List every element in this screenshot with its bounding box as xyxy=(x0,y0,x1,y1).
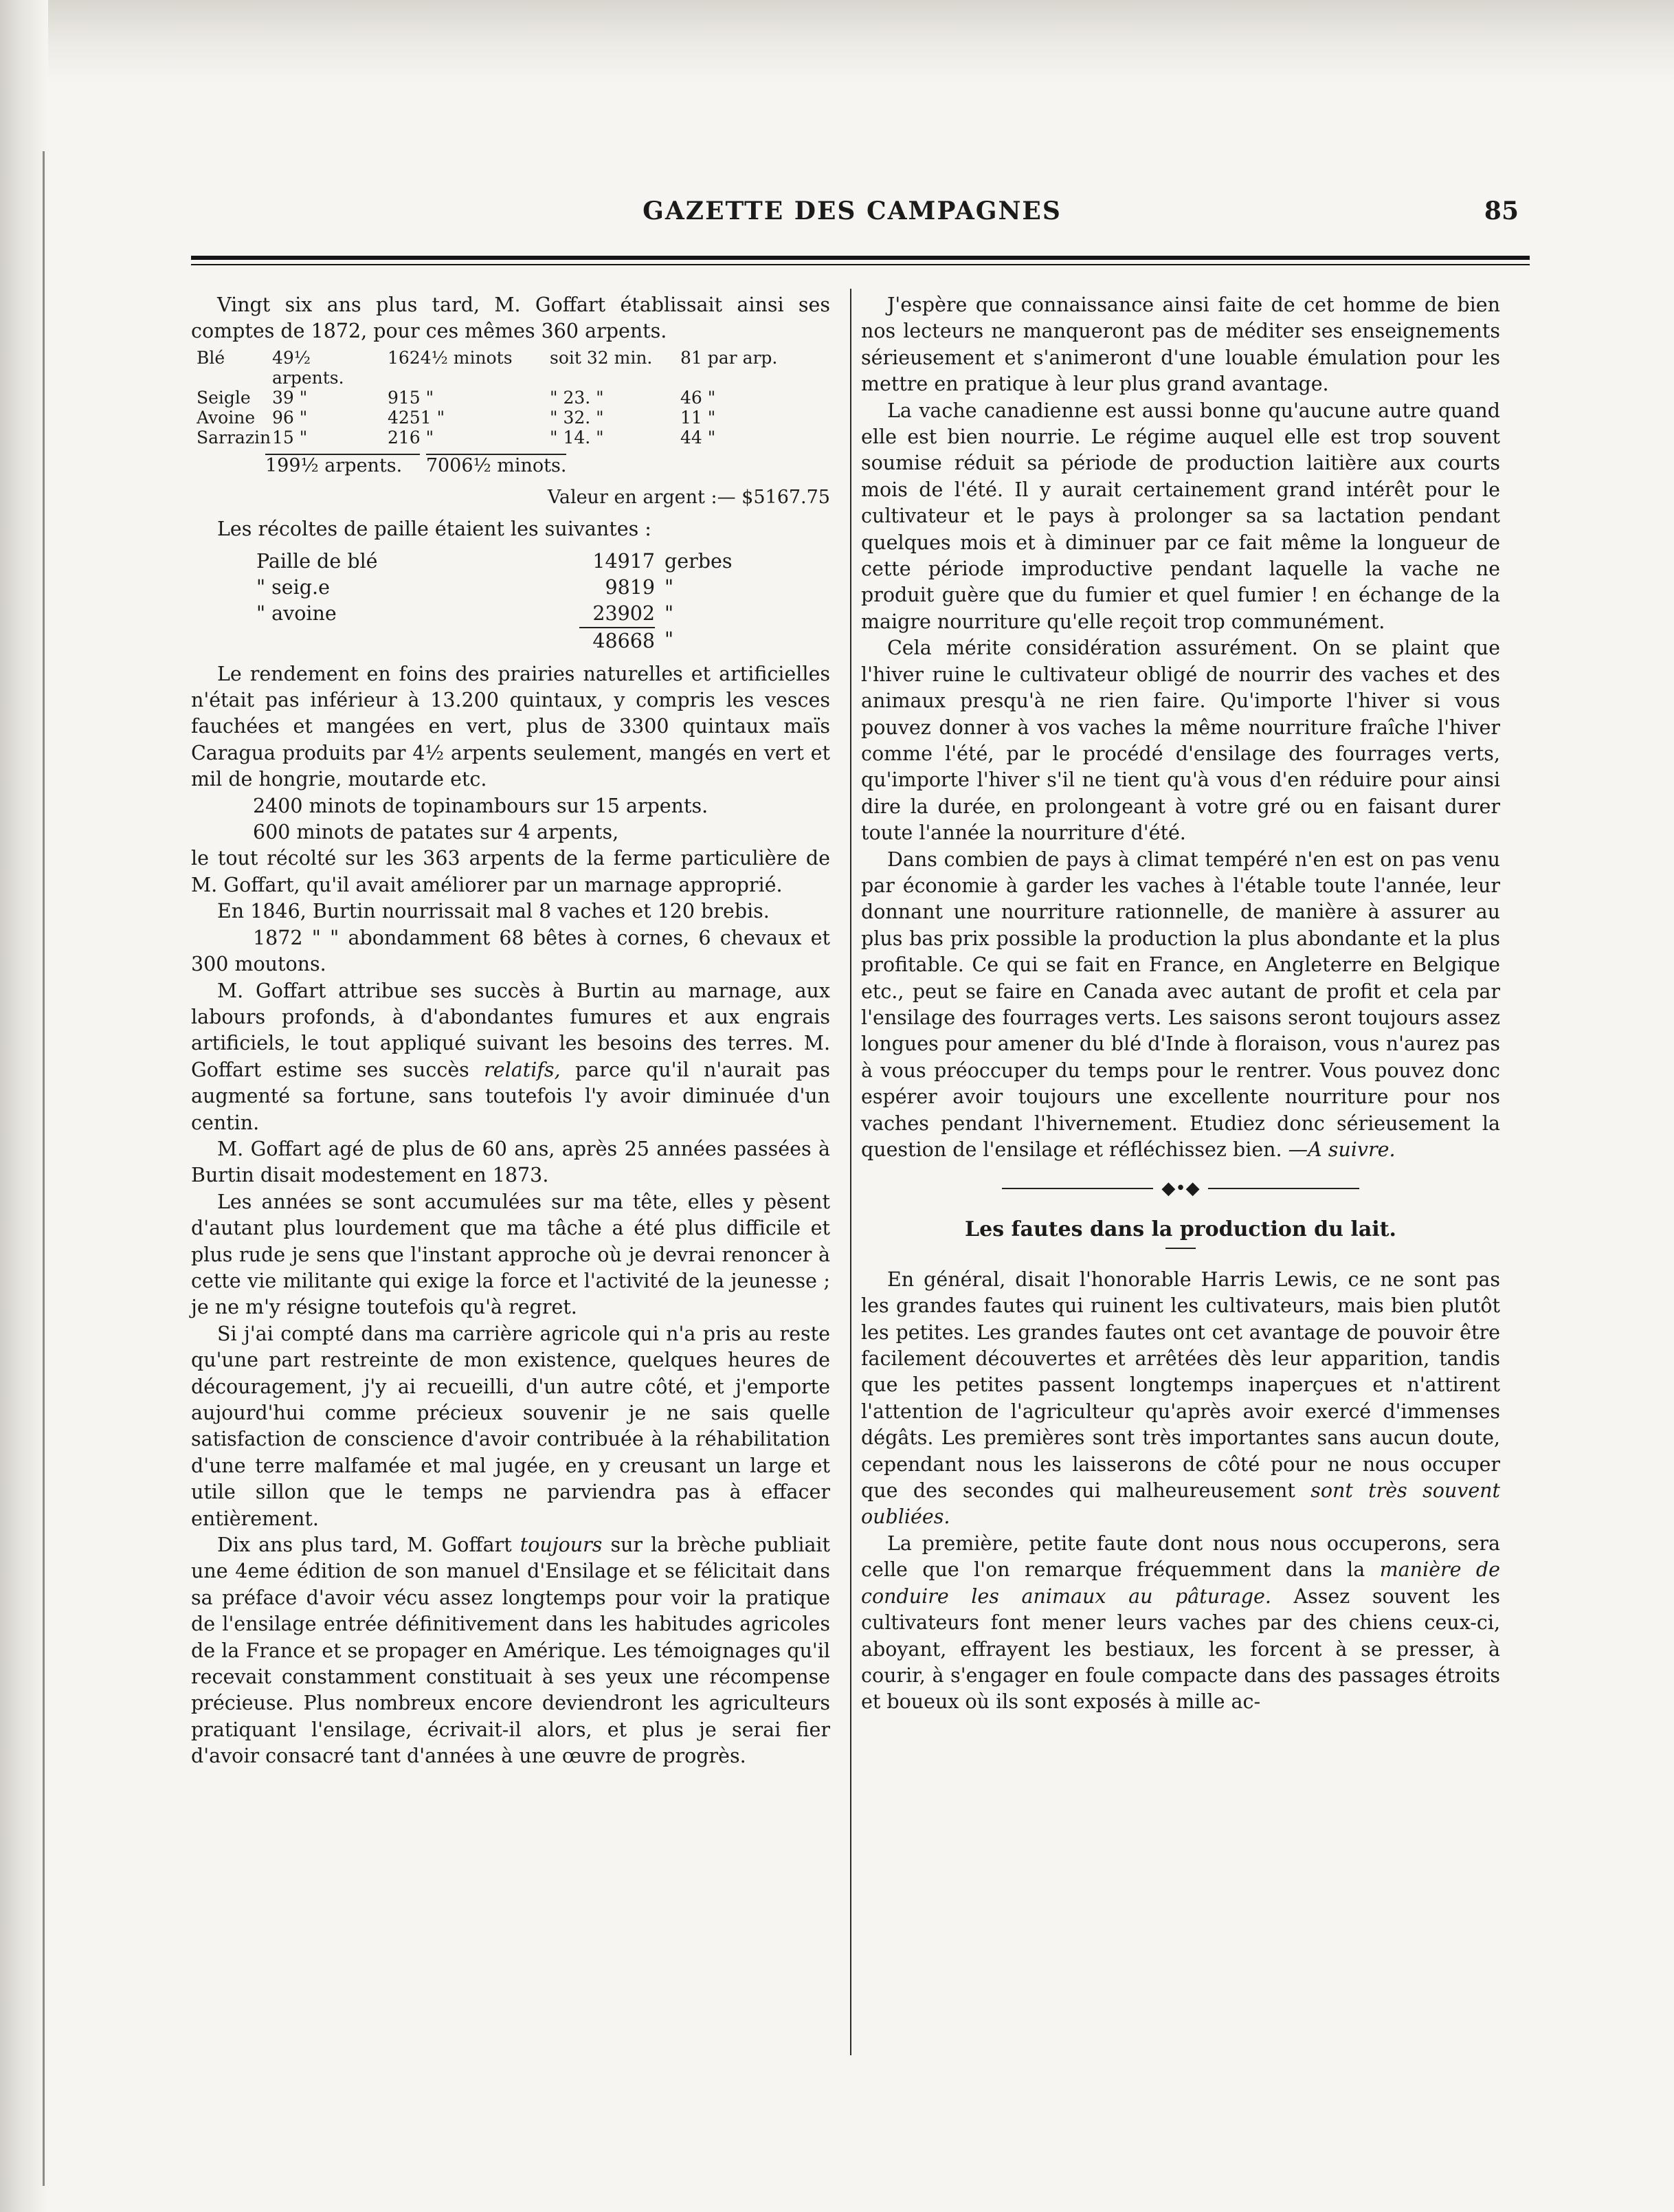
harvest-soit: " 23. " xyxy=(550,387,604,408)
text-run: Dix ans plus tard, M. Goffart xyxy=(217,1534,520,1557)
paragraph-age: M. Goffart agé de plus de 60 ans, après 25 années passées à Burtin disait modestement en 1873. xyxy=(191,1137,830,1187)
straw-table xyxy=(256,549,830,654)
paragraph-espere: J'espère que connaissance ainsi faite de cet homme de bien nos lecteurs ne manqueront pas de méditer ses enseignements sérieusement et s'animeront d'une louable émulation pour les mettre en pratique à leur plus grand avantage. xyxy=(861,294,1500,396)
harvest-crop: Sarrazin xyxy=(197,427,271,447)
column-divider xyxy=(850,289,851,2055)
harvest-crop: Avoine xyxy=(197,407,256,428)
harvest-crop: Seigle xyxy=(197,387,251,408)
straw-label: " seig.e xyxy=(256,575,330,599)
italic-run: manière de conduire les animaux au pâturage. xyxy=(861,1558,1500,1608)
paragraph-cela: Cela mérite considération assurément. On se plaint que l'hiver ruine le cultivateur obligé de nourrir des vaches et des animaux presqu'à ne rien faire. Qu'importe l'hiver si vous pouvez donner à vos vaches la même nourriture fraîche l'hiver comme l'été, par le procédé d'ensilage des fourrages verts, qu'importe l'hiver s'il ne tient qu'à vous d'en réduire pour ainsi dire la durée, en prolongeant à votre gré ou en faisant durer toute l'année la nourriture d'été. xyxy=(861,637,1500,845)
a-suivre: —A suivre. xyxy=(1288,1138,1396,1161)
harvest-soit: soit 32 min. xyxy=(550,347,653,368)
harvest-crop: Blé xyxy=(197,347,225,368)
left-column xyxy=(191,292,830,1770)
section-title: Les fautes dans la production du lait. xyxy=(965,1217,1396,1242)
running-head xyxy=(186,197,1519,231)
binding-margin-line xyxy=(43,151,45,2186)
page-number: 85 xyxy=(1484,197,1519,225)
harvest-minots: 915 " xyxy=(388,387,434,408)
ornament-icon: ◆•◆ xyxy=(1161,1178,1200,1199)
harvest-area: 15 " xyxy=(272,427,308,447)
harvest-soit: " 32. " xyxy=(550,407,604,428)
paragraph-vache: La vache canadienne est aussi bonne qu'aucune autre quand elle est bien nourrie. Le régime auquel elle est trop souvent soumise réduit sa période de production laitière aux courts mois de l'été. Il y aurait certainement grand intérêt pour le cultivateur et le pays à prolonger sa sa lactation pendant quelques mois et à diminuer par ce fait même la longueur de cette période improductive pendant laquelle la vache ne produit guère que du fumier et quel fumier ! en échange de la maigre nourriture qu'elle reçoit trop communément. xyxy=(861,399,1500,633)
straw-total: 48668 xyxy=(579,627,655,654)
straw-value: 23902 xyxy=(592,601,655,625)
journal-title: GAZETTE DES CAMPAGNES xyxy=(643,197,1062,225)
harvest-area: 49½ arpents. xyxy=(272,347,344,388)
paragraph-annees: Les années se sont accumulées sur ma tête, elles y pèsent d'autant plus lourdement que ma tâche a été plus difficile et plus rude je sens que l'instant approche où je devrai renoncer à cette vie militante qui exige la force et l'activité de la jeunesse ; je ne m'y résigne toutefois qu'à regret. xyxy=(191,1190,830,1319)
text-run: La première, petite faute dont nous nous occuperons, sera celle que l'on remarque fréquemment dans la xyxy=(861,1531,1500,1582)
harvest-area: 96 " xyxy=(272,407,308,428)
harvest-par: 44 " xyxy=(680,427,716,447)
page-edge-shadow-left xyxy=(0,0,48,2212)
straw-unit: " xyxy=(665,575,674,599)
title-rule xyxy=(1165,1248,1196,1249)
straw-value: 9819 xyxy=(605,575,655,599)
text-run: En général, disait l'honorable Harris Lewis, ce ne sont pas les grandes fautes qui ruinent les cultivateurs, mais bien plutôt les petites. Les grandes fautes ont cet avantage de pouvoir être facilement découvertes et arrêtées dès leur apparition, tandis que les petites passent longtemps inaperçues et n'attirent l'attention de l'agriculteur qu'après avoir exercé d'immenses dégâts. Les premières sont très importantes sans aucun doute, cependant nous les laisserons de côté pour ne nous occuper que des secondes qui malheureusement xyxy=(861,1268,1500,1503)
paragraph-intro: Vingt six ans plus tard, M. Goffart établissait ainsi ses comptes de 1872, pour ces mêmes 360 arpents. xyxy=(191,294,830,343)
paragraph-premiere xyxy=(861,1531,1500,1716)
right-column xyxy=(861,292,1500,1716)
paragraph-dix-ans xyxy=(191,1532,830,1770)
paragraph-attribue xyxy=(191,978,830,1136)
paragraph-dans-combien xyxy=(861,847,1500,1164)
harvest-row xyxy=(197,428,830,447)
harvest-minots: 1624½ minots xyxy=(388,347,513,368)
straw-value: 14917 xyxy=(592,549,655,573)
harvest-minots: 216 " xyxy=(388,427,434,447)
harvest-soit: " 14. " xyxy=(550,427,604,447)
page-edge-shadow-top xyxy=(0,0,1674,82)
harvest-minots: 4251 " xyxy=(388,407,445,428)
line-1872: 1872 " " abondamment 68 bêtes à cornes, 6 chevaux et 300 moutons. xyxy=(191,926,830,976)
straw-unit: " xyxy=(665,601,674,625)
harvest-row xyxy=(197,348,830,388)
text-run: Dans combien de pays à climat tempéré n'en est on pas venu par économie à garder les vaches à l'étable toute l'année, leur donnant une nourriture rationnelle, de manière à assurer au plus bas prix possible la production la plus abondante et la plus profitable. Ce qui se fait en France, en Angleterre en Belgique etc., peut se faire en Canada avec autant de profit et cela par l'ensilage des fourrages verts. Les saisons seront toujours assez longues pour amener du blé d'Inde à floraison, vous n'aurez pas à vous préoccuper du temps pour le rentrer. Vous pouvez donc espérer avoir toujours une excellente nourriture pour nos vaches pendant l'hivernement. Etudiez donc sérieusement la question de l'ensilage et réfléchissez bien. xyxy=(861,848,1500,1161)
harvest-par: 11 " xyxy=(680,407,716,428)
total-arpents: 199½ arpents. xyxy=(265,454,420,476)
italic-run: sont très souvent oubliées. xyxy=(861,1479,1500,1529)
text-run: sur la brèche publiait une 4eme édition de son manuel d'Ensilage et se félicitait dans sa préface d'avoir vécu assez longtemps pour voir la pratique de l'ensilage entrée définitivement dans les habitudes agricoles de la France et se propager en Amérique. Les témoignages qu'il recevait constamment constituait à ses yeux une récompense précieuse. Plus nombreux encore deviendront les agriculteurs pratiquant l'ensilage, écrivait-il alors, et plus je serai fier d'avoir consacré tant d'années à une œuvre de progrès. xyxy=(191,1534,831,1768)
harvest-table xyxy=(197,348,830,478)
straw-unit: gerbes xyxy=(665,549,733,573)
straw-label: " avoine xyxy=(256,601,337,625)
straw-intro: Les récoltes de paille étaient les suivantes : xyxy=(217,518,651,541)
header-rule-thick xyxy=(191,256,1530,260)
harvest-area: 39 " xyxy=(272,387,308,408)
paragraph-en-general xyxy=(861,1267,1500,1531)
text-run: parce qu'il n'aurait pas augmenté sa fortune, sans toutefois l'y avoir diminuée d'un centin. xyxy=(191,1058,830,1134)
paragraph-tout-recolte: le tout récolté sur les 363 arpents de la ferme particulière de M. Goffart, qu'il avait améliorer par un marnage approprié. xyxy=(191,847,830,896)
total-minots: 7006½ minots. xyxy=(425,454,567,476)
paragraph-rendement: Le rendement en foins des prairies naturelles et artificielles n'était pas inférieur à 13.200 quintaux, y compris les vesces fauchées et mangées en vert, plus de 3300 quintaux maïs Caragua produits par 4½ arpents seulement, mangés en vert et mil de hongrie, moutarde etc. xyxy=(191,662,830,791)
money-value: Valeur en argent :— $5167.75 xyxy=(547,486,830,508)
header-rule-thin xyxy=(191,264,1530,265)
straw-total-unit: " xyxy=(665,628,674,651)
line-1846: En 1846, Burtin nourrissait mal 8 vaches et 120 brebis. xyxy=(217,900,770,923)
ornamental-separator xyxy=(1002,1178,1359,1199)
harvest-totals xyxy=(265,454,830,478)
paragraph-si-jai: Si j'ai compté dans ma carrière agricole qui n'a pris au reste qu'une part restreinte de mon existence, quelques heures de découragement, j'y ai recueilli, d'un autre côté, et j'emporte aujourd'hui comme précieux souvenir je ne sais quelle satisfaction de conscience d'avoir contribuée à la réhabilitation d'une terre malfamée et mal jugée, en y creusant un large et utile sillon que le temps ne parviendra pas à effacer entièrement. xyxy=(191,1322,830,1530)
straw-row xyxy=(256,601,830,627)
italic-run: relatifs, xyxy=(484,1058,561,1081)
harvest-row xyxy=(197,388,830,408)
line-topinambours: 2400 minots de topinambours sur 15 arpents. xyxy=(253,794,708,817)
harvest-row xyxy=(197,408,830,428)
straw-label: Paille de blé xyxy=(256,549,378,573)
straw-row xyxy=(256,575,830,601)
text-run: M. Goffart attribue ses succès à Burtin au marnage, aux labours profonds, à d'abondantes fumures et aux engrais artificiels, le tout appliqué suivant les besoins des terres. M. Goffart estime ses succès xyxy=(191,979,830,1081)
italic-run: toujours xyxy=(520,1534,603,1557)
straw-total-row xyxy=(256,627,830,654)
harvest-par: 46 " xyxy=(680,387,716,408)
straw-row xyxy=(256,549,830,575)
text-run: Assez souvent les cultivateurs font mener leurs vaches par des chiens ceux-ci, aboyant, effrayent les bestiaux, les forcent à se presser, à courir, à s'engager en foule compacte dans des passages étroits et boueux où ils sont exposés à mille ac- xyxy=(861,1584,1500,1714)
harvest-par: 81 par arp. xyxy=(680,347,778,368)
line-patates: 600 minots de patates sur 4 arpents, xyxy=(253,821,619,844)
